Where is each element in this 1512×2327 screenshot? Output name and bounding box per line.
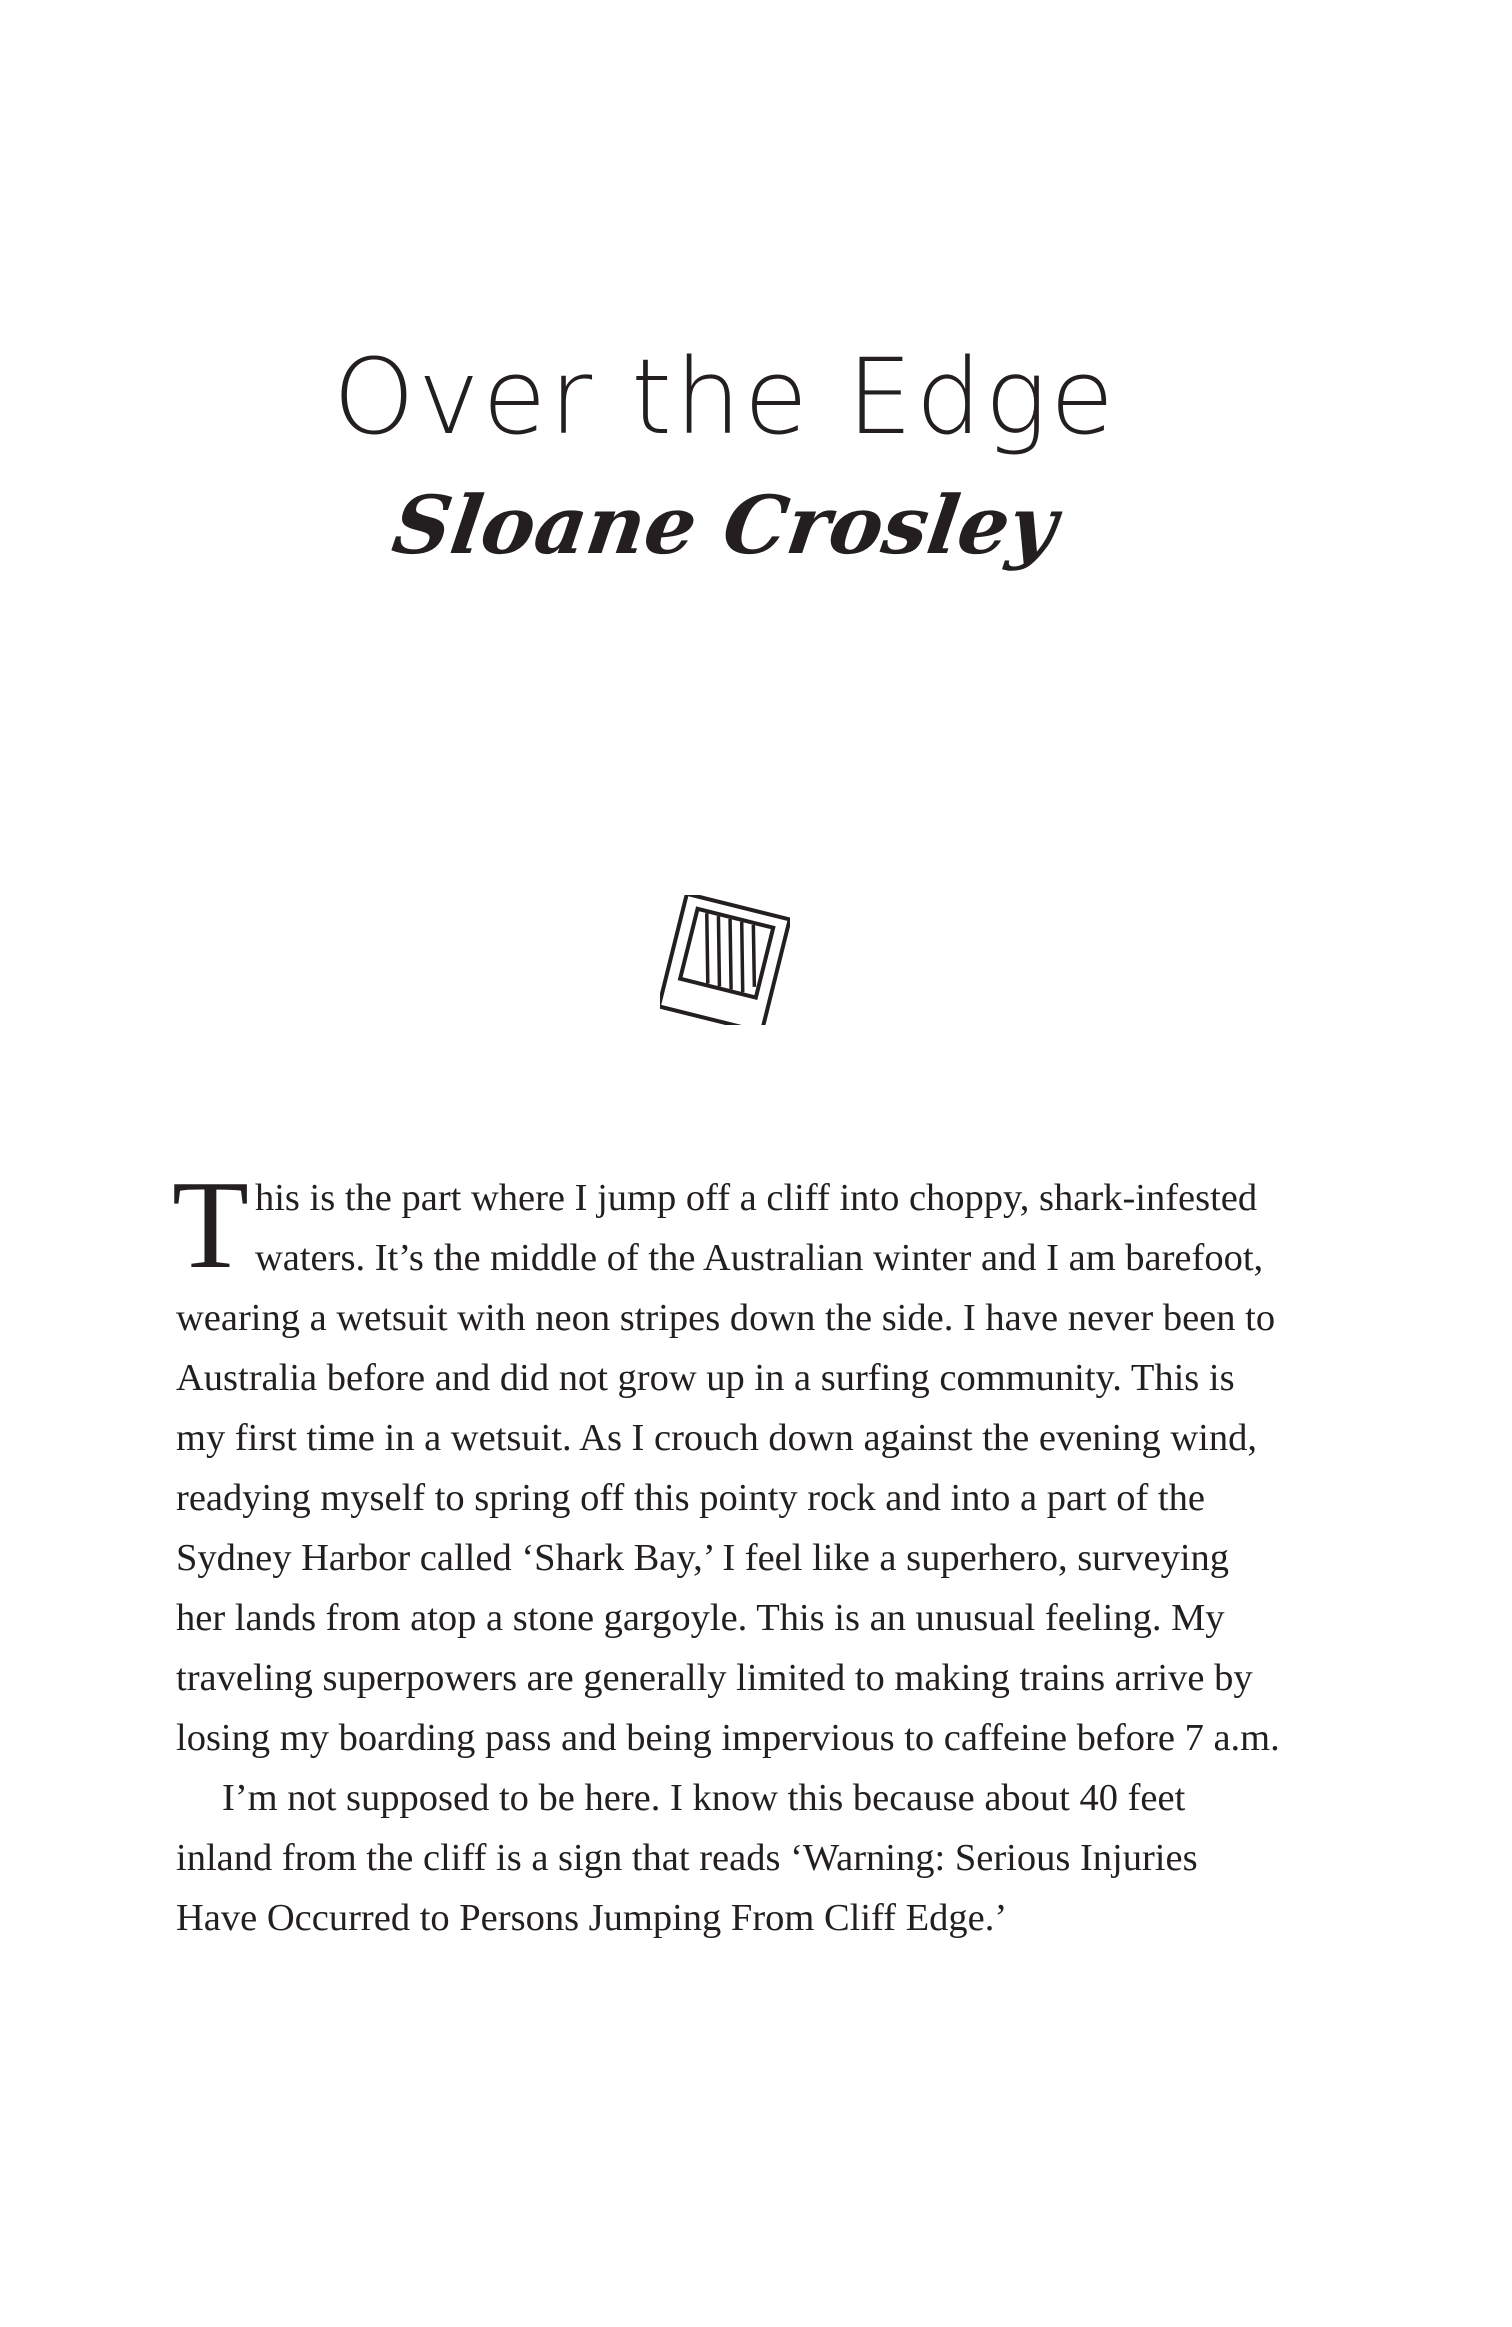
paragraph-text: his is the part where I jump off a cliff into choppy, shark-infested waters. It’s the middle of the Australian winter and I am barefoot, wearing a wetsuit with neon stripes down the side. I have never been to Australia before and did not grow up in a surfing community. This is my first time in a wetsuit. As I crouch down against the evening wind, readying myself to spring off this pointy rock and into a part of the Sydney Harbor called ‘Shark Bay,’ I feel like a superhero, surveying her lands from atop a stone gargoyle. This is an unusual feeling. My traveling superpowers are generally limited to making trains arrive by losing my boarding pass and being impervious to caffeine before 7 a.m. bbox=[176, 1177, 1280, 1759]
chapter-body bbox=[172, 1156, 1286, 1948]
chapter-title: Over the Edge bbox=[332, 336, 1118, 458]
drop-cap: T bbox=[172, 1156, 249, 1295]
paragraph: I’m not supposed to be here. I know this because about 40 feet inland from the cliff is a sign that reads ‘Warning: Serious Injuries Have Occurred to Persons Jumping From Cliff Edge.’ bbox=[176, 1777, 1198, 1939]
chapter-author: Sloane Crosley bbox=[387, 478, 1063, 572]
paragraph bbox=[172, 1156, 1286, 1768]
polaroid-photo-icon bbox=[660, 895, 790, 1025]
